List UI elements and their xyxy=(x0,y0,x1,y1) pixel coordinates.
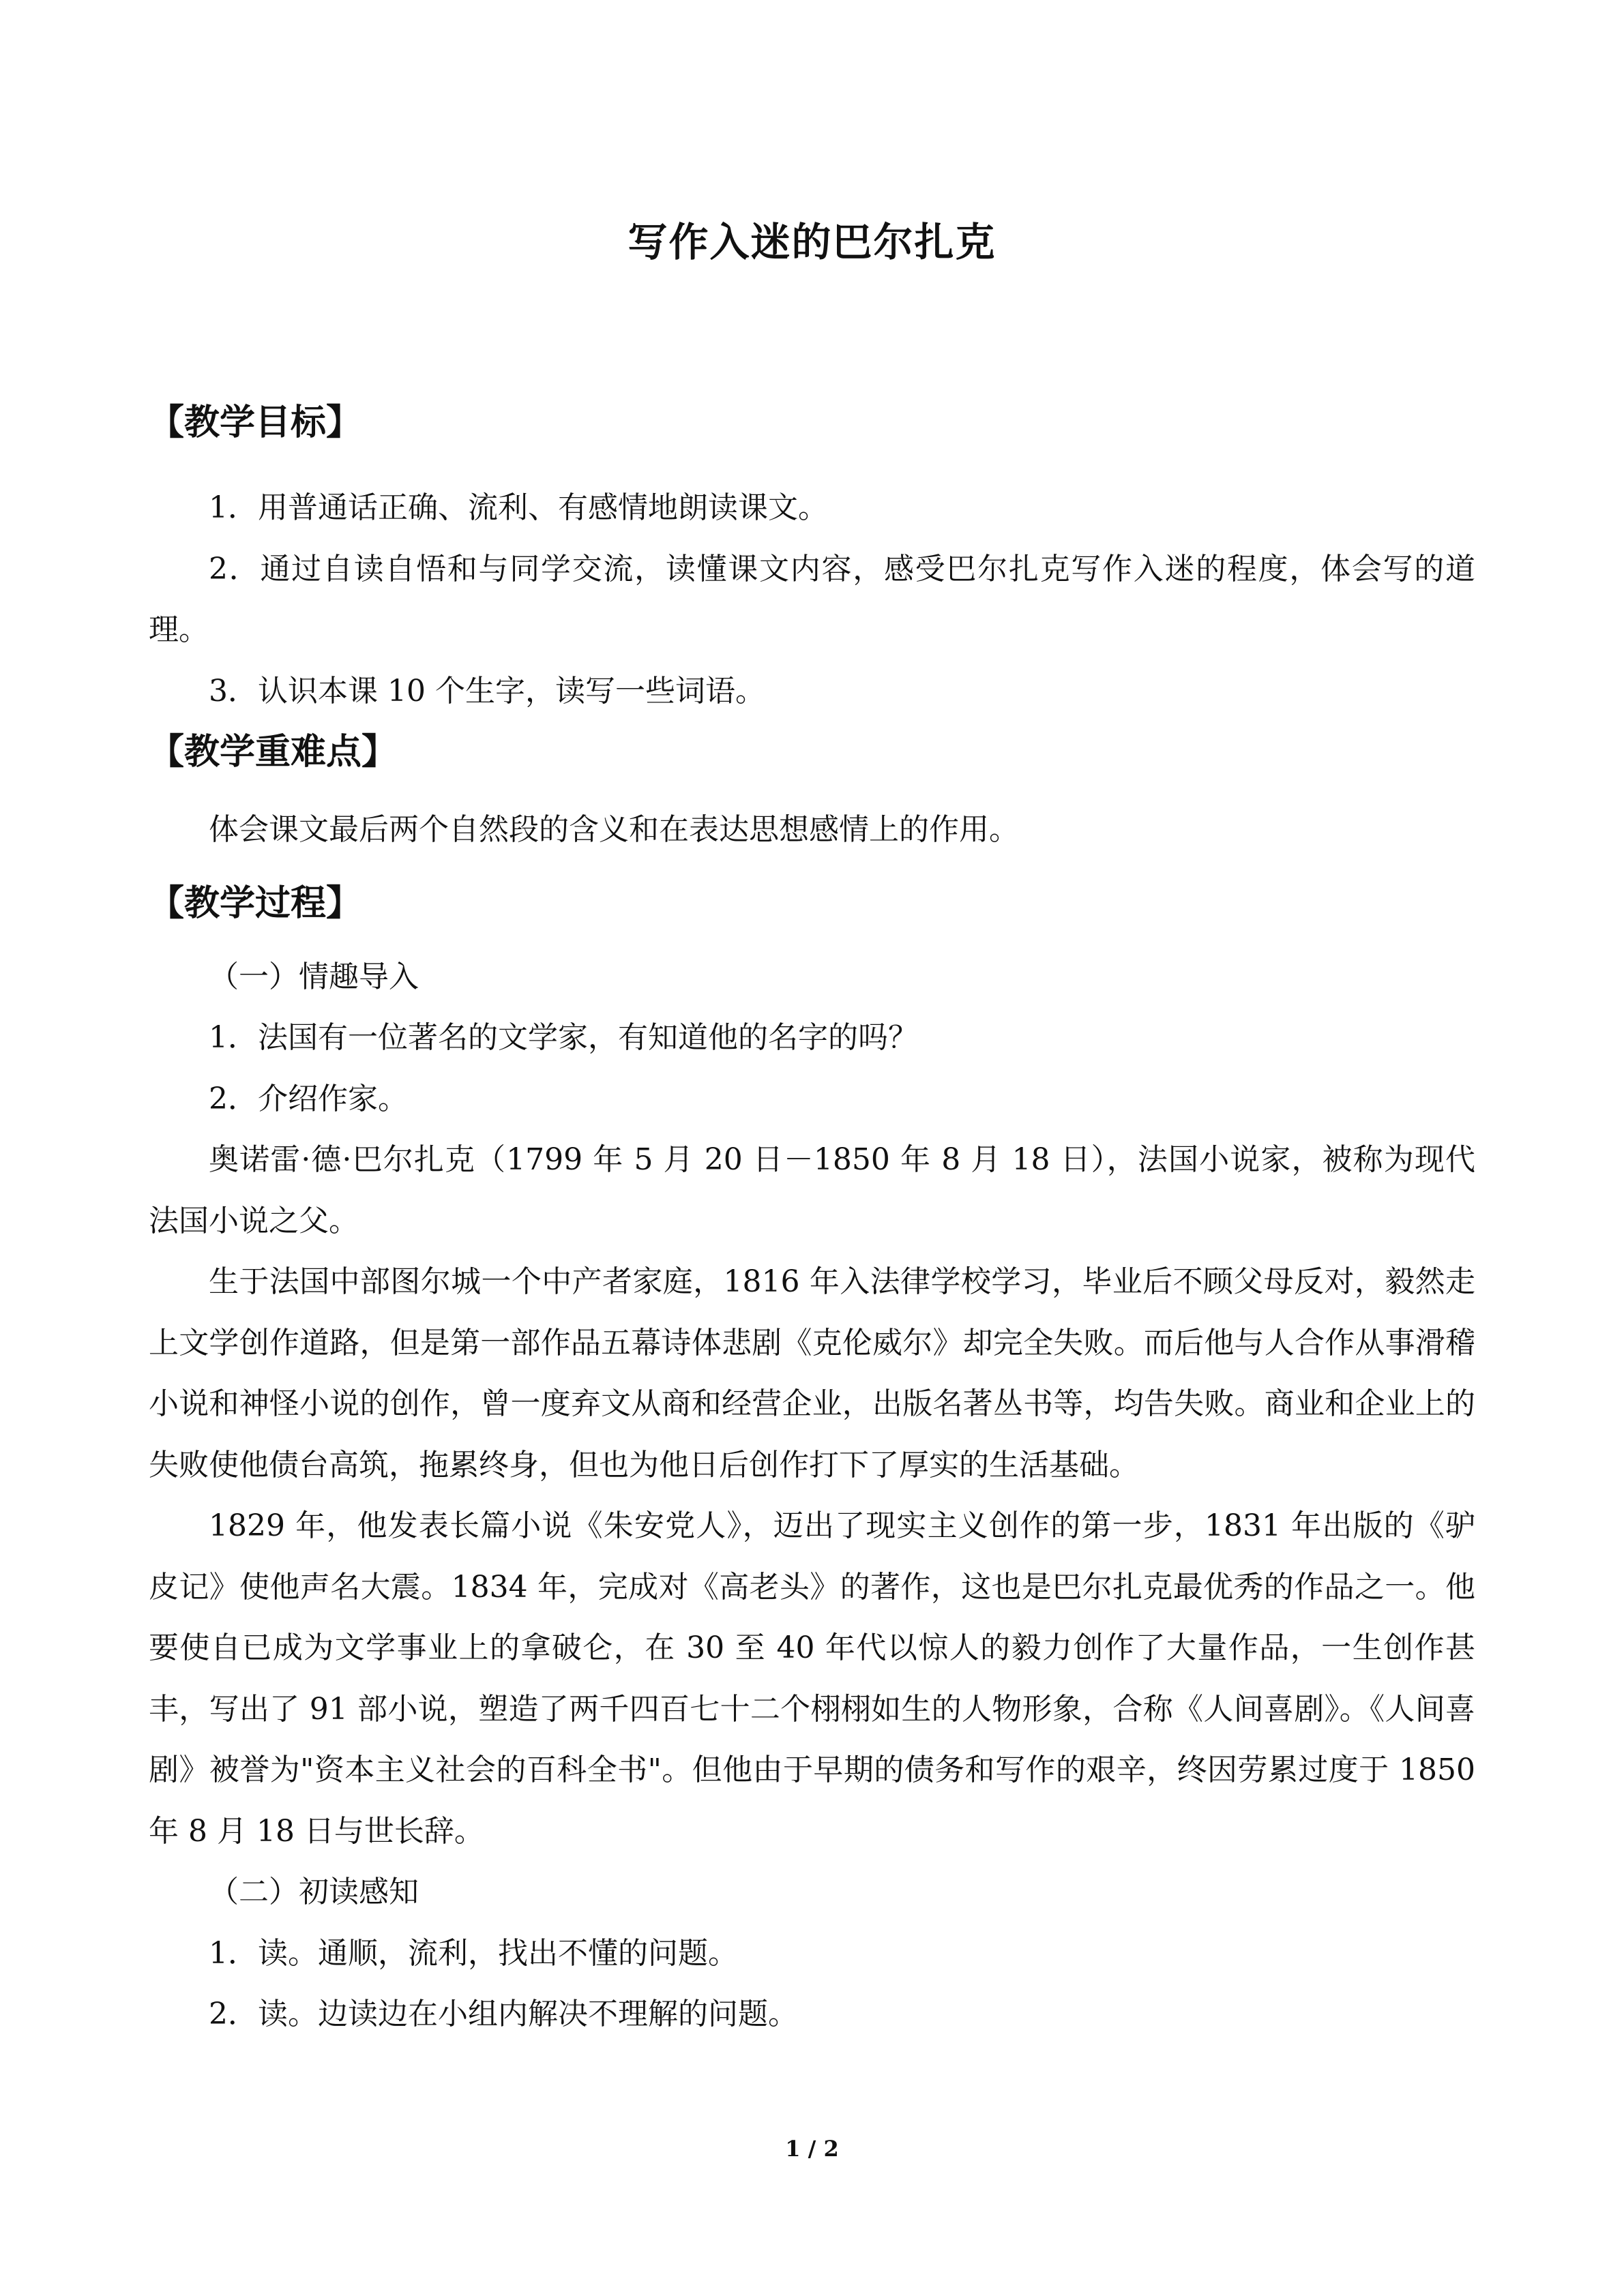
key-points-text: 体会课文最后两个自然段的含义和在表达思想感情上的作用。 xyxy=(209,812,1019,847)
bio-paragraph: 1829 年，他发表长篇小说《朱安党人》，迈出了现实主义创作的第一步，1831 年出版的《驴皮记》使他声名大震。1834 年，完成对《高老头》的著作，这也是巴尔扎克最优秀的作品之一。他要使自已成为文学事业上的拿破仑，在 30 至 40 年代以惊人的毅力创作了大量作品，一生创作甚丰，写出了 91 部小说，塑造了两千四百七十二个栩栩如生的人物形象，合称《人间喜剧》。《人间喜剧》被誉为"资本主义社会的百科全书"。但他由于早期的债务和写作的艰辛，终因劳累过度于 1850 年 8 月 18 日与世长辞。 xyxy=(149,1508,1475,1849)
process-item: 1．读。通顺，流利，找出不懂的问题。 xyxy=(209,1935,738,1971)
section-heading-key-points: 【教学重难点】 xyxy=(149,732,398,773)
process-item: 2．读。边读边在小组内解决不理解的问题。 xyxy=(209,1997,798,2031)
goal-item: 1．用普通话正确、流利、有感情地朗读课文。 xyxy=(209,490,828,525)
bio-paragraph: 奥诺雷·德·巴尔扎克（1799 年 5 月 20 日－1850 年 8 月 18 日），法国小说家，被称为现代法国小说之父。 xyxy=(149,1142,1475,1238)
spacer xyxy=(149,453,1475,477)
section-heading-process: 【教学过程】 xyxy=(149,882,362,924)
process-item: 2．介绍作家。 xyxy=(209,1081,408,1116)
spacer xyxy=(149,783,1475,799)
goal-item: 3．认识本课 10 个生字，读写一些词语。 xyxy=(209,673,765,709)
section-heading-goals: 【教学目标】 xyxy=(149,402,362,443)
spacer xyxy=(149,861,1475,873)
document-title: 写作入迷的巴尔扎克 xyxy=(628,219,996,265)
bio-paragraph: 生于法国中部图尔城一个中产者家庭，1816 年入法律学校学习，毕业后不顾父母反对，毅然走上文学创作道路，但是第一部作品五幕诗体悲剧《克伦威尔》却完全失败。而后他与人合作从事滑稽小说和神怪小说的创作，曾一度弃文从商和经营企业，出版名著丛书等，均告失败。商业和企业上的失败使他债台高筑，拖累终身，但也为他日后创作打下了厚实的生活基础。 xyxy=(149,1264,1475,1482)
subsection-title: （一）情趣导入 xyxy=(209,959,419,994)
spacer xyxy=(149,934,1475,946)
subsection-title: （二）初读感知 xyxy=(209,1875,419,1909)
document-body xyxy=(149,392,1475,2045)
goal-item: 2．通过自读自悟和与同学交流，读懂课文内容，感受巴尔扎克写作入迷的程度，体会写的道理。 xyxy=(149,551,1475,647)
page-number: 1 / 2 xyxy=(785,2136,839,2162)
process-item: 1．法国有一位著名的文学家，有知道他的名字的吗？ xyxy=(209,1020,918,1055)
